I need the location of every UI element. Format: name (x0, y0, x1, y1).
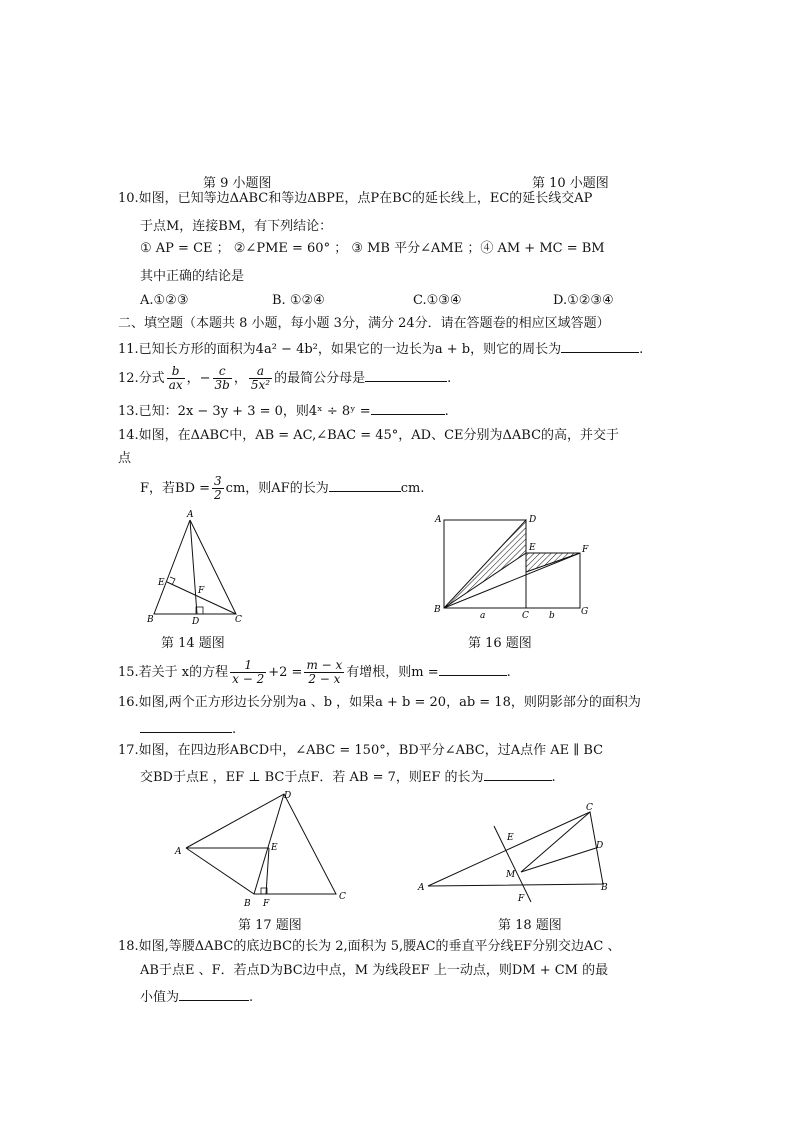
label-b: B (244, 899, 251, 908)
q15-fraction-1: $\frac{1}{x - 2}$ (232, 658, 265, 686)
q14-line2: 点 (118, 451, 132, 466)
q18-line1: 18.如图,等腰ΔABC的底边BC的长为 2,面积为 5,腰AC的垂直平分线EF分别交边AC 、 (118, 939, 621, 954)
q18-line3: 小值为 . (140, 986, 253, 1007)
q10-option-d: D.①②③④ (553, 293, 614, 308)
label-f: F (198, 586, 205, 596)
label-f: F (518, 894, 525, 904)
label-g: G (581, 607, 589, 617)
label-c: C (586, 803, 593, 813)
fig10-caption: 第 10 小题图 (532, 176, 609, 191)
q11-text: 11.已知长方形的面积为4a² − 4b²，如果它的一边长为a + b，则它的周长为 (118, 342, 562, 357)
q14-line3-prefix: F，若BD = (140, 481, 211, 496)
q12-answer-blank (365, 367, 447, 382)
q16-line1: 16.如图,两个正方形边长分别为a 、b ，如果a + b = 20，ab = 18，则阴影部分的面积为 (118, 695, 641, 710)
q17-line2: 交BD于点E ，EF ⊥ BC于点F．若 AB = 7，则EF 的长为 . (140, 766, 556, 787)
q12-fraction-1: $\frac{b}{ax}$ (168, 364, 183, 392)
q15-suffix: 有增根，则m = (346, 665, 439, 680)
q14-line1: 14.如图，在ΔABC中，AB = AC,∠BAC = 45°，AD、CE分别为ΔABC的高，并交于 (118, 428, 620, 443)
q14-line3 (140, 470, 424, 508)
q15: 15.若关于 x的方程 $\frac{1}{x - 2}$ +2 = $\frac{m - x}{2 - x}$ 有增根，则m = . (118, 658, 511, 686)
figure-17 (172, 786, 357, 908)
fig14-caption: 第 14 题图 (161, 636, 225, 651)
q14-fraction: $\frac{3}{2}$ (214, 474, 222, 502)
label-e: E (271, 843, 278, 853)
q15-prefix: 15.若关于 x的方程 (118, 665, 229, 680)
label-e: E (158, 578, 165, 588)
figure-18 (414, 800, 614, 908)
label-e: E (529, 543, 536, 553)
q10-prompt: 其中正确的结论是 (140, 269, 245, 284)
q12: 12.分式 $\frac{b}{ax}$ ，− $\frac{c}{3b}$ ， $\frac{a}{\text{5x²}}$ 的最简公分母是 . (118, 364, 452, 392)
label-d: D (529, 515, 537, 525)
label-d: D (192, 617, 200, 627)
q18-answer-blank (179, 986, 249, 1001)
label-f: F (263, 899, 270, 908)
q11: 11.已知长方形的面积为4a² − 4b²，如果它的一边长为a + b，则它的周长为 . (118, 338, 643, 359)
label-b: B (147, 615, 154, 625)
q14-unit: cm. (400, 481, 425, 496)
q13-answer-blank (371, 400, 445, 415)
q12-fraction-3: $\frac{a}{\text{5x²}}$ (250, 364, 271, 392)
q17-line2-text: 交BD于点E ，EF ⊥ BC于点F．若 AB = 7，则EF 的长为 (140, 770, 484, 785)
q13-text: 13.已知：2x − 3y + 3 = 0，则4ˣ ÷ 8ʸ = (118, 404, 371, 419)
figure-16 (430, 510, 600, 622)
q15-mid: +2 = (268, 665, 303, 680)
q18-line3-text: 小值为 (140, 990, 180, 1005)
label-b: B (434, 605, 441, 615)
q15-answer-blank (439, 661, 507, 676)
fig16-caption: 第 16 题图 (468, 636, 532, 651)
label-side-b: b (549, 611, 555, 621)
fig18-caption: 第 18 题图 (498, 918, 562, 933)
label-a: A (175, 847, 182, 857)
figure-14 (140, 508, 250, 628)
label-d: D (284, 791, 292, 801)
label-c: C (522, 611, 529, 621)
label-m: M (506, 870, 516, 880)
q10-option-b: B. ①②④ (272, 293, 325, 308)
section-heading: 二、填空题（本题共 8 小题，每小题 3分，满分 24分．请在答题卷的相应区域答题） (118, 316, 610, 331)
q10-statements: ① AP = CE ； ②∠PME = 60° ； ③ MB 平分∠AME ；④ AM + MC = BM (140, 241, 605, 256)
q16-answer-blank (140, 718, 232, 733)
q17-answer-blank (484, 766, 552, 781)
q12-fraction-2: $\frac{c}{3b}$ (214, 364, 230, 392)
label-c: C (339, 892, 346, 902)
q10-option-c: C.①③④ (413, 293, 462, 308)
q10-line1: 10.如图，已知等边ΔABC和等边ΔBPE，点P在BC的延长线上，EC的延长线交AP (118, 191, 593, 206)
label-d: D (596, 841, 604, 851)
label-e: E (507, 833, 514, 843)
q11-answer-blank (561, 338, 639, 353)
q14-line3-suffix: cm，则AF的长为 (225, 481, 329, 496)
q10-option-a: A.①②③ (140, 293, 189, 308)
label-side-a: a (480, 611, 486, 621)
label-a: A (418, 883, 425, 893)
label-b: B (601, 883, 608, 893)
q12-prefix: 12.分式 (118, 371, 165, 386)
q18-line2: AB于点E 、F．若点D为BC边中点，M 为线段EF 上一动点，则DM + CM 的最 (140, 963, 609, 978)
fig17-caption: 第 17 题图 (238, 918, 302, 933)
q17-line1: 17.如图，在四边形ABCD中，∠ABC = 150°，BD平分∠ABC，过A点作 AE ∥ BC (118, 743, 604, 758)
label-a: A (187, 510, 194, 520)
q10-line2: 于点M，连接BM，有下列结论： (140, 219, 333, 234)
q14-answer-blank (329, 477, 401, 492)
q15-fraction-2: $\frac{m - x}{2 - x}$ (306, 658, 343, 686)
label-a: A (435, 515, 442, 525)
q16-line2: . (140, 718, 236, 739)
label-c: C (235, 615, 242, 625)
label-f: F (582, 545, 589, 555)
fig9-caption: 第 9 小题图 (203, 176, 272, 191)
q12-suffix: 的最简公分母是 (274, 371, 366, 386)
q13: 13.已知：2x − 3y + 3 = 0，则4ˣ ÷ 8ʸ = . (118, 400, 449, 421)
